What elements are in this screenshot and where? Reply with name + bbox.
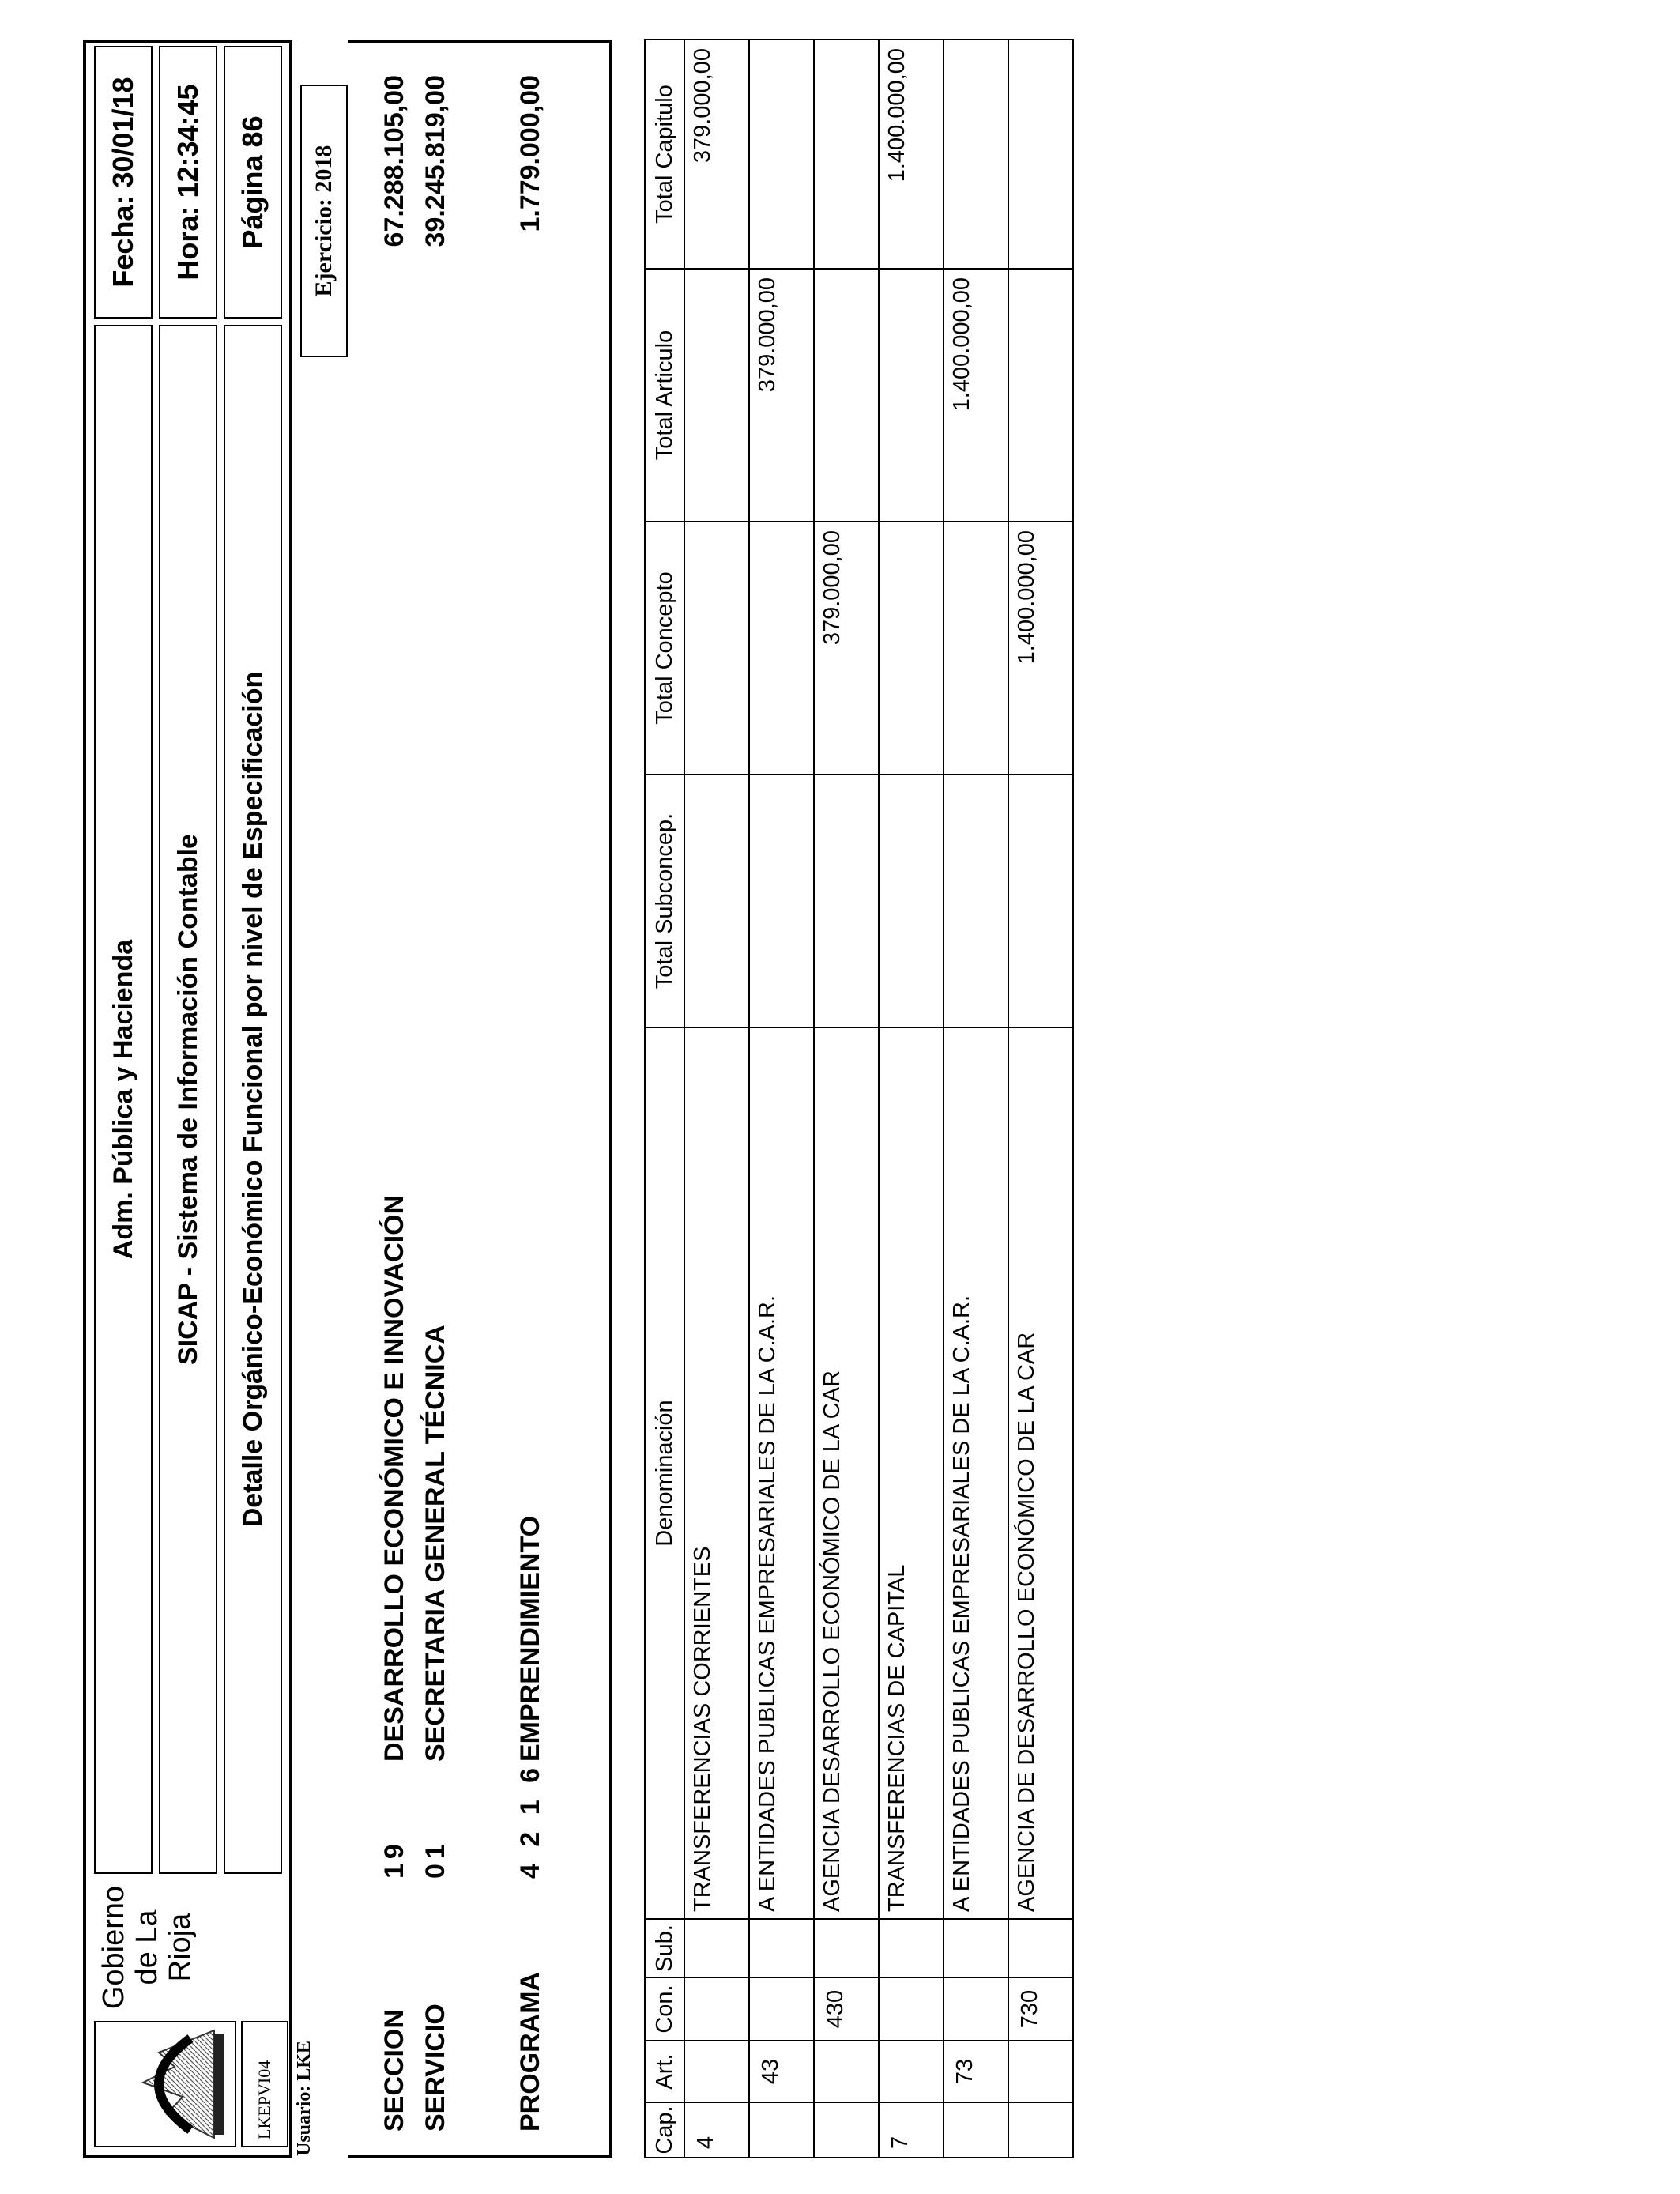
cell-con: 430 <box>814 1977 879 2041</box>
col-header-art: Art. <box>645 2041 684 2102</box>
table-row <box>684 40 749 2158</box>
cell-cap: 4 <box>684 2102 749 2158</box>
cell-cap: 7 <box>879 2102 944 2158</box>
col-header-concepto: Total Concepto <box>645 522 684 775</box>
programa-code: 4 2 1 6 <box>515 1763 545 1879</box>
cell-capitulo <box>814 40 879 269</box>
cell-cap <box>814 2102 879 2158</box>
report-header <box>83 40 292 2158</box>
user-label: Usuario: LKE <box>294 2040 315 2156</box>
cell-subconcep <box>944 775 1008 1027</box>
programa-name: EMPRENDIMIENTO <box>515 1515 545 1762</box>
gov-name-line: Gobierno <box>97 1885 130 2010</box>
programa-row <box>515 43 555 2132</box>
cell-capitulo: 379.000,00 <box>684 40 749 269</box>
cell-subconcep <box>749 775 814 1027</box>
cell-con <box>749 1977 814 2041</box>
cell-capitulo <box>1008 40 1073 269</box>
table-row <box>749 40 814 2158</box>
cell-art: 43 <box>749 2041 814 2102</box>
cell-concepto: 1.400.000,00 <box>1008 522 1073 775</box>
page-number: Página 86 <box>224 46 282 319</box>
cell-capitulo <box>944 40 1008 269</box>
cell-sub <box>814 1919 879 1977</box>
cell-cap <box>1008 2102 1073 2158</box>
cell-art <box>684 2041 749 2102</box>
cell-concepto <box>944 522 1008 775</box>
cell-denominacion: TRANSFERENCIAS DE CAPITAL <box>879 1027 944 1919</box>
seccion-row <box>379 43 419 2132</box>
cell-subconcep <box>684 775 749 1027</box>
cell-art <box>814 2041 879 2102</box>
report-time: Hora: 12:34:45 <box>159 46 217 319</box>
report-title: Detalle Orgánico-Económico Funcional por nivel de Especificación <box>224 325 282 1874</box>
table-row <box>879 40 944 2158</box>
cell-concepto <box>684 522 749 775</box>
cell-subconcep <box>1008 775 1073 1027</box>
cell-denominacion: TRANSFERENCIAS CORRIENTES <box>684 1027 749 1919</box>
cell-concepto <box>879 522 944 775</box>
cell-sub <box>944 1919 1008 1977</box>
cell-concepto: 379.000,00 <box>814 522 879 775</box>
cell-art <box>1008 2041 1073 2102</box>
servicio-row <box>420 43 460 2132</box>
cell-concepto <box>749 522 814 775</box>
col-header-con: Con. <box>645 1977 684 2041</box>
seccion-amount: 67.288.105,00 <box>379 75 409 247</box>
table-row <box>944 40 1008 2158</box>
fiscal-year: Ejercicio: 2018 <box>300 85 348 357</box>
system-title: SICAP - Sistema de Información Contable <box>159 325 217 1874</box>
cell-con <box>944 1977 1008 2041</box>
seccion-code: 19 <box>379 1839 409 1879</box>
cell-sub <box>749 1919 814 1977</box>
col-header-capitulo: Total Capitulo <box>645 40 684 269</box>
servicio-amount: 39.245.819,00 <box>420 75 450 247</box>
cell-capitulo <box>749 40 814 269</box>
servicio-name: SECRETARIA GENERAL TÉCNICA <box>420 1325 450 1762</box>
government-name <box>94 1880 288 2015</box>
col-header-sub: Sub. <box>645 1919 684 1977</box>
cell-articulo <box>684 269 749 522</box>
cell-sub <box>1008 1919 1073 1977</box>
cell-articulo: 1.400.000,00 <box>944 269 1008 522</box>
cell-subconcep <box>814 775 879 1027</box>
organic-info <box>348 40 612 2158</box>
programa-amount: 1.779.000,00 <box>515 75 545 232</box>
cell-con <box>879 1977 944 2041</box>
cell-cap <box>944 2102 1008 2158</box>
cell-denominacion: AGENCIA DESARROLLO ECONÓMICO DE LA CAR <box>814 1027 879 1919</box>
seccion-label: SECCION <box>379 2009 409 2132</box>
cell-sub <box>879 1919 944 1977</box>
cell-articulo: 379.000,00 <box>749 269 814 522</box>
cell-denominacion: AGENCIA DE DESARROLLO ECONÓMICO DE LA CAR <box>1008 1027 1073 1919</box>
gov-name-line: Rioja <box>164 1913 197 1982</box>
cell-con <box>684 1977 749 2041</box>
col-header-denominacion: Denominación <box>645 1027 684 1919</box>
cell-cap <box>749 2102 814 2158</box>
gov-name-line: de La <box>130 1909 164 1985</box>
department-title: Adm. Pública y Hacienda <box>94 325 153 1874</box>
cell-denominacion: A ENTIDADES PUBLICAS EMPRESARIALES DE LA C.A.R. <box>749 1027 814 1919</box>
table-row <box>1008 40 1073 2158</box>
detail-table <box>644 39 1074 2158</box>
cell-art <box>879 2041 944 2102</box>
col-header-articulo: Total Articulo <box>645 269 684 522</box>
government-logo <box>94 2021 236 2147</box>
col-header-subconcep: Total Subconcep. <box>645 775 684 1027</box>
cell-con: 730 <box>1008 1977 1073 2041</box>
col-header-cap: Cap. <box>645 2102 684 2158</box>
mountain-crest-icon <box>96 2022 235 2146</box>
cell-sub <box>684 1919 749 1977</box>
servicio-label: SERVICIO <box>420 2004 450 2132</box>
report-code: LKEPVI04 <box>241 2021 288 2147</box>
seccion-name: DESARROLLO ECONÓMICO E INNOVACIÓN <box>379 1194 409 1762</box>
cell-art: 73 <box>944 2041 1008 2102</box>
cell-articulo <box>1008 269 1073 522</box>
cell-subconcep <box>879 775 944 1027</box>
table-header-row <box>645 40 684 2158</box>
report-date: Fecha: 30/01/18 <box>94 46 153 319</box>
cell-articulo <box>879 269 944 522</box>
table-row <box>814 40 879 2158</box>
programa-label: PROGRAMA <box>515 1971 545 2132</box>
cell-denominacion: A ENTIDADES PUBLICAS EMPRESARIALES DE LA C.A.R. <box>944 1027 1008 1919</box>
cell-articulo <box>814 269 879 522</box>
servicio-code: 01 <box>420 1839 450 1879</box>
cell-capitulo: 1.400.000,00 <box>879 40 944 269</box>
